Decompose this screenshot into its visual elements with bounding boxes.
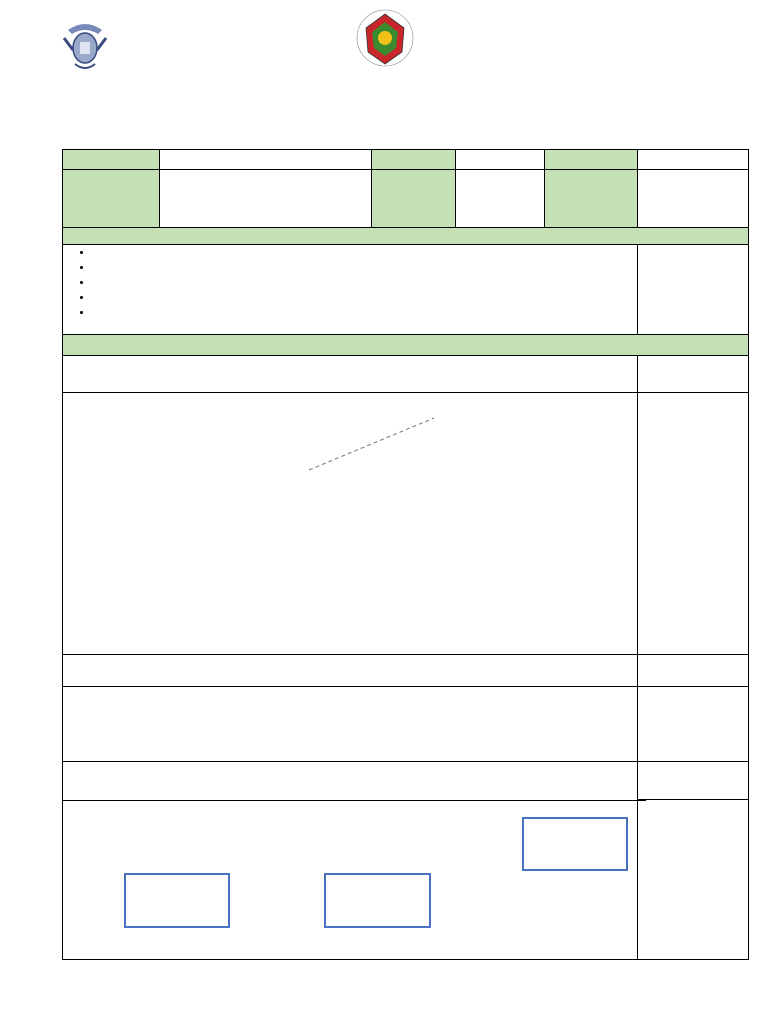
q1-text bbox=[63, 356, 638, 393]
calificacion-label bbox=[638, 245, 749, 335]
curso-label bbox=[372, 150, 456, 170]
instruction-item bbox=[93, 246, 633, 261]
q3-text bbox=[63, 762, 638, 800]
activities-header bbox=[63, 335, 749, 356]
q1-score[interactable] bbox=[638, 393, 749, 655]
instructions-cell bbox=[63, 245, 638, 335]
evaluation-title bbox=[63, 228, 749, 245]
evaluation-table bbox=[62, 149, 749, 960]
ecuador-coat-of-arms bbox=[60, 20, 110, 76]
coat-of-arms-icon bbox=[60, 20, 110, 76]
q2-points bbox=[638, 655, 749, 687]
instructions-list bbox=[93, 246, 633, 321]
school-seal bbox=[352, 6, 418, 74]
area-value bbox=[456, 170, 545, 228]
seal-icon bbox=[352, 6, 418, 74]
sum-result-box[interactable] bbox=[522, 817, 628, 871]
fecha-label bbox=[545, 150, 638, 170]
q3-points-cell bbox=[638, 762, 749, 800]
fecha-field[interactable] bbox=[638, 150, 749, 170]
instruction-item bbox=[93, 276, 633, 291]
q2-area[interactable] bbox=[63, 687, 638, 762]
instruction-item bbox=[93, 291, 633, 306]
curso-value bbox=[456, 150, 545, 170]
q1-points-cell bbox=[638, 356, 749, 393]
anio-lectivo-label bbox=[545, 170, 638, 228]
estudiante-label bbox=[63, 150, 160, 170]
docente-label bbox=[63, 170, 160, 228]
q1-area[interactable] bbox=[63, 393, 638, 655]
area-label bbox=[372, 170, 456, 228]
q2-score[interactable] bbox=[638, 687, 749, 762]
instruction-item bbox=[93, 261, 633, 276]
q2-text bbox=[63, 655, 638, 687]
right-count-box[interactable] bbox=[324, 873, 431, 928]
docente-value bbox=[160, 170, 372, 228]
q3-score[interactable] bbox=[638, 800, 749, 960]
left-count-box[interactable] bbox=[124, 873, 230, 928]
q3-top-rule bbox=[62, 800, 646, 801]
instruction-item bbox=[93, 306, 633, 321]
anio-value bbox=[638, 170, 749, 228]
estudiante-field[interactable] bbox=[160, 150, 372, 170]
